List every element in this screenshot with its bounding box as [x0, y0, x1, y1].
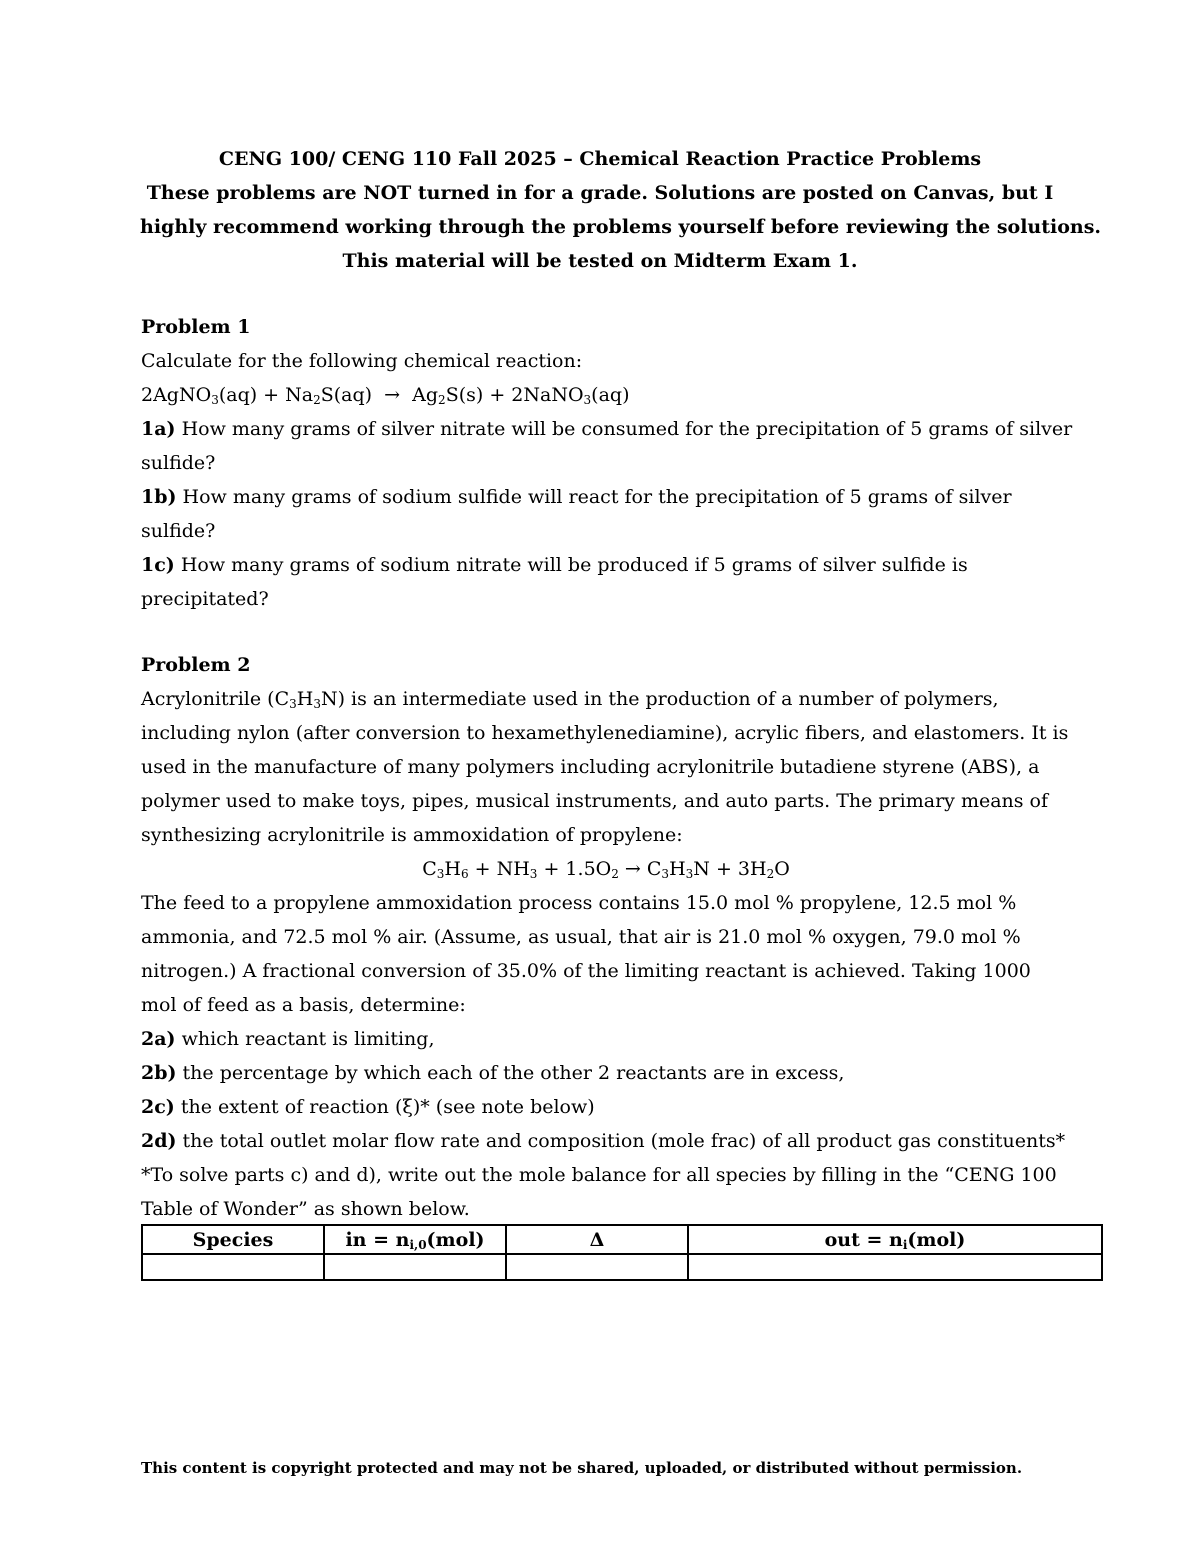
header-note-1: These problems are NOT turned in for a grade. Solutions are posted on Canvas, but I: [146, 182, 1054, 204]
question-1c-cont: precipitated?: [141, 588, 269, 610]
problem-1-section: [141, 310, 1071, 616]
question-1a: 1a) How many grams of silver nitrate will be consumed for the precipitation of 5 grams of silver: [141, 418, 1073, 440]
problem-2-title: Problem 2: [141, 654, 251, 676]
note-line-2: Table of Wonder” as shown below.: [141, 1198, 470, 1220]
table-cell: [688, 1254, 1102, 1280]
feed-line-3: nitrogen.) A fractional conversion of 35.0% of the limiting reactant is achieved. Taking 1000: [141, 960, 1031, 982]
reaction-equation-1: 2AgNO$_3$(aq) + $Na_2S(aq) \to Ag_2S(s)$ + 2NaNO$_3$(aq): [141, 384, 630, 407]
table-row: [142, 1254, 1102, 1280]
copyright-footer: This content is copyright protected and may not be shared, uploaded, or distributed without permission.: [141, 1459, 1023, 1477]
table-cell: [506, 1254, 688, 1280]
header-note-2: highly recommend working through the problems yourself before reviewing the solutions.: [140, 216, 1102, 238]
problem-1-title: Problem 1: [141, 316, 251, 338]
question-1b-cont: sulfide?: [141, 520, 216, 542]
table-cell: [324, 1254, 506, 1280]
feed-line-2: ammonia, and 72.5 mol % air. (Assume, as usual, that air is 21.0 mol % oxygen, 79.0 mol %: [141, 926, 1021, 948]
header-title: CENG 100/ CENG 110 Fall 2025 – Chemical Reaction Practice Problems: [218, 148, 982, 170]
feed-line-4: mol of feed as a basis, determine:: [141, 994, 466, 1016]
document-header: [140, 142, 1102, 278]
problem-2-section: [141, 648, 1071, 1226]
table-header-in: in = $n_{i,0}(mol)$: [324, 1225, 506, 1254]
problem-2-para-3: polymer used to make toys, pipes, musical instruments, and auto parts. The primary means of: [141, 790, 1049, 812]
table-header-row: [142, 1225, 1102, 1254]
problem-2-para-1: including nylon (after conversion to hexamethylenediamine), acrylic fibers, and elastomers. It is: [141, 722, 1069, 744]
question-1b: 1b) How many grams of sodium sulfide will react for the precipitation of 5 grams of silver: [141, 486, 1012, 508]
reaction-equation-2: $C_3H_6 + NH_3 + 1.5O_2 \to C_3H_3N + 3H_2O$: [422, 858, 790, 881]
problem-2-para-4: synthesizing acrylonitrile is ammoxidation of propylene:: [141, 824, 683, 846]
header-note-3: This material will be tested on Midterm Exam 1.: [342, 250, 858, 272]
problem-1-intro: Calculate for the following chemical reaction:: [141, 350, 583, 372]
table-of-wonder: [141, 1224, 1103, 1281]
note-line-1: *To solve parts c) and d), write out the mole balance for all species by filling in the “CENG 100: [141, 1164, 1057, 1186]
feed-line-1: The feed to a propylene ammoxidation process contains 15.0 mol % propylene, 12.5 mol %: [141, 892, 1017, 914]
question-2a: 2a) which reactant is limiting,: [141, 1028, 435, 1050]
table-header-species: Species: [142, 1225, 324, 1254]
table-header-delta: Δ: [506, 1225, 688, 1254]
problem-2-para-2: used in the manufacture of many polymers including acrylonitrile butadiene styrene (ABS), a: [141, 756, 1040, 778]
question-2c: 2c) the extent of reaction (ξ)* (see note below): [141, 1096, 595, 1118]
question-1a-cont: sulfide?: [141, 452, 216, 474]
problem-2-intro: Acrylonitrile $(C_3H_3N)$ is an intermediate used in the production of a number of polymers,: [141, 688, 999, 711]
table-cell: [142, 1254, 324, 1280]
question-2d: 2d) the total outlet molar flow rate and composition (mole frac) of all product gas constituents*: [141, 1130, 1066, 1152]
table-header-out: out = $n_i(mol)$: [688, 1225, 1102, 1254]
question-2b: 2b) the percentage by which each of the other 2 reactants are in excess,: [141, 1062, 845, 1084]
question-1c: 1c) How many grams of sodium nitrate will be produced if 5 grams of silver sulfide is: [141, 554, 968, 576]
